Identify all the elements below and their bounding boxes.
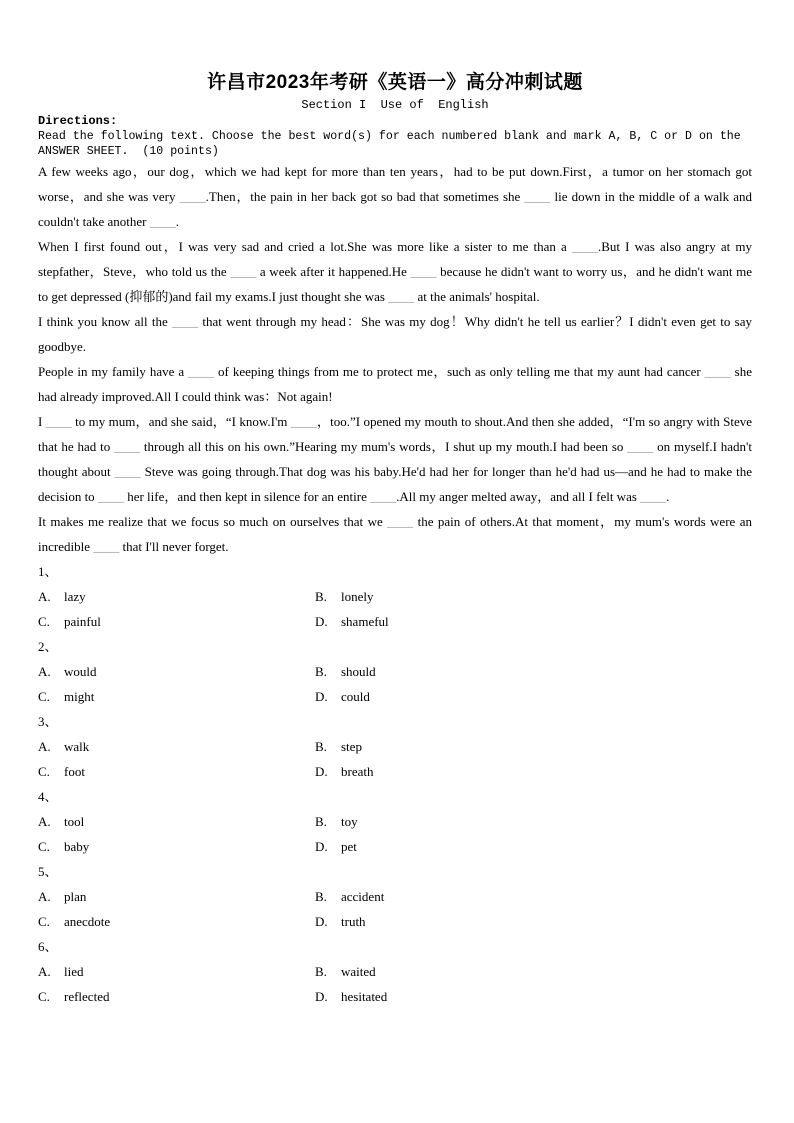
option-b <box>315 584 752 609</box>
option-text: would <box>64 664 97 679</box>
option-text: should <box>341 664 376 679</box>
question-number: 2、 <box>38 639 58 654</box>
options-grid <box>38 659 752 709</box>
passage-paragraph: People in my family have a ____ of keeping things from me to protect me，such as only telling me that my aunt had cancer ____ she had already improved.All I could think was：Not again! <box>38 364 752 404</box>
option-c <box>38 984 315 1009</box>
option-letter: D. <box>315 989 328 1004</box>
option-b <box>315 734 752 759</box>
fill-in-blank: ____ <box>149 214 176 229</box>
fill-in-blank: ____ <box>627 439 654 454</box>
option-c <box>38 609 315 634</box>
option-text: baby <box>64 839 90 854</box>
option-letter: A. <box>38 964 51 979</box>
fill-in-blank: ____ <box>45 414 72 429</box>
fill-in-blank: ____ <box>704 364 731 379</box>
option-text: lied <box>64 964 84 979</box>
option-letter: A. <box>38 889 51 904</box>
option-d <box>315 684 752 709</box>
option-letter: D. <box>315 689 328 704</box>
option-d <box>315 909 752 934</box>
option-letter: B. <box>315 664 327 679</box>
option-letter: B. <box>315 889 327 904</box>
question-number: 3、 <box>38 714 58 729</box>
option-text: waited <box>341 964 376 979</box>
question-list <box>38 559 752 1009</box>
fill-in-blank: ____ <box>114 439 141 454</box>
option-letter: C. <box>38 689 50 704</box>
fill-in-blank: ____ <box>387 514 414 529</box>
option-letter: D. <box>315 839 328 854</box>
option-a <box>38 584 315 609</box>
option-b <box>315 809 752 834</box>
question-number: 6、 <box>38 939 58 954</box>
option-text: pet <box>341 839 357 854</box>
fill-in-blank: ____ <box>524 189 551 204</box>
options-grid <box>38 959 752 1009</box>
passage-paragraph: It makes me realize that we focus so much on ourselves that we ____ the pain of others.At that moment，my mum's words were an incredible ____ that I'll never forget. <box>38 514 752 554</box>
option-c <box>38 759 315 784</box>
option-text: shameful <box>341 614 389 629</box>
option-text: lazy <box>64 589 86 604</box>
cloze-passage <box>38 159 752 559</box>
question-number: 1、 <box>38 564 58 579</box>
option-letter: B. <box>315 739 327 754</box>
option-text: accident <box>341 889 385 904</box>
option-text: painful <box>64 614 101 629</box>
option-text: plan <box>64 889 87 904</box>
option-letter: B. <box>315 814 327 829</box>
option-text: step <box>341 739 362 754</box>
option-a <box>38 734 315 759</box>
option-text: could <box>341 689 370 704</box>
option-d <box>315 759 752 784</box>
options-grid <box>38 584 752 634</box>
fill-in-blank: ____ <box>179 189 206 204</box>
option-text: truth <box>341 914 366 929</box>
option-a <box>38 659 315 684</box>
passage-paragraph: I think you know all the ____ that went through my head：She was my dog！Why didn't he tell us earlier？I didn't even get to say goodbye. <box>38 314 752 354</box>
option-letter: C. <box>38 614 50 629</box>
section-heading: Section I Use of English <box>301 98 489 112</box>
passage-paragraph: When I first found out，I was very sad and cried a lot.She was more like a sister to me than a ____.But I was also angry at my stepfather，Steve，who told us the ____ a week after it happened.He ____ because he didn't want to worry us，and he didn't want me to get depressed (抑郁的)and fail my exams.I just thought she was ____ at the animals' hospital. <box>38 239 752 304</box>
option-c <box>38 684 315 709</box>
option-d <box>315 984 752 1009</box>
option-text: reflected <box>64 989 110 1004</box>
question-number: 5、 <box>38 864 58 879</box>
option-text: foot <box>64 764 85 779</box>
fill-in-blank: ____ <box>97 489 124 504</box>
option-letter: C. <box>38 989 50 1004</box>
option-text: lonely <box>341 589 374 604</box>
fill-in-blank: ____ <box>640 489 667 504</box>
option-text: might <box>64 689 95 704</box>
options-grid <box>38 734 752 784</box>
option-letter: D. <box>315 614 328 629</box>
option-letter: A. <box>38 739 51 754</box>
option-text: breath <box>341 764 374 779</box>
fill-in-blank: ____ <box>290 414 317 429</box>
fill-in-blank: ____ <box>571 239 598 254</box>
option-letter: B. <box>315 589 327 604</box>
option-letter: C. <box>38 764 50 779</box>
option-text: toy <box>341 814 358 829</box>
option-letter: C. <box>38 914 50 929</box>
directions-text: Read the following text. Choose the best word(s) for each numbered blank and mark A, B, C or D on the ANSWER SHEET. (10 points) <box>38 130 748 158</box>
option-a <box>38 959 315 984</box>
option-a <box>38 809 315 834</box>
fill-in-blank: ____ <box>172 314 199 329</box>
option-a <box>38 884 315 909</box>
option-c <box>38 834 315 859</box>
option-letter: A. <box>38 664 51 679</box>
option-letter: A. <box>38 589 51 604</box>
option-d <box>315 609 752 634</box>
option-text: walk <box>64 739 90 754</box>
option-c <box>38 909 315 934</box>
passage-paragraph: A few weeks ago，our dog，which we had kept for more than ten years，had to be put down.First，a tumor on her stomach got worse，and she was very ____.Then，the pain in her back got so bad that sometimes she ____ lie down in the middle of a walk and couldn't take another ____. <box>38 164 752 229</box>
options-grid <box>38 884 752 934</box>
option-letter: A. <box>38 814 51 829</box>
fill-in-blank: ____ <box>230 264 257 279</box>
page-title: 许昌市2023年考研《英语一》高分冲刺试题 <box>207 72 583 93</box>
option-b <box>315 884 752 909</box>
options-grid <box>38 809 752 859</box>
option-d <box>315 834 752 859</box>
question-number: 4、 <box>38 789 58 804</box>
option-text: hesitated <box>341 989 388 1004</box>
directions-label: Directions: <box>38 114 118 128</box>
passage-paragraph: I ____ to my mum，and she said，“I know.I'm ____，too.”I opened my mouth to shout.And then she added，“I'm so angry with Steve that he had to ____ through all this on his own.”Hearing my mum's words，I shut up my mouth.I had been so ____ on myself.I hadn't thought about ____ Steve was going through.That dog was his baby.He'd had her for longer than he'd had us—and he had to make the decision to ____ her life，and then kept in silence for an entire ____.All my anger melted away，and all I felt was ____. <box>38 414 753 504</box>
fill-in-blank: ____ <box>370 489 397 504</box>
fill-in-blank: ____ <box>93 539 120 554</box>
option-text: anecdote <box>64 914 111 929</box>
fill-in-blank: ____ <box>410 264 437 279</box>
option-letter: C. <box>38 839 50 854</box>
fill-in-blank: ____ <box>388 289 415 304</box>
fill-in-blank: ____ <box>114 464 141 479</box>
option-text: tool <box>64 814 85 829</box>
option-letter: B. <box>315 964 327 979</box>
option-b <box>315 959 752 984</box>
option-letter: D. <box>315 764 328 779</box>
option-b <box>315 659 752 684</box>
option-letter: D. <box>315 914 328 929</box>
fill-in-blank: ____ <box>188 364 215 379</box>
